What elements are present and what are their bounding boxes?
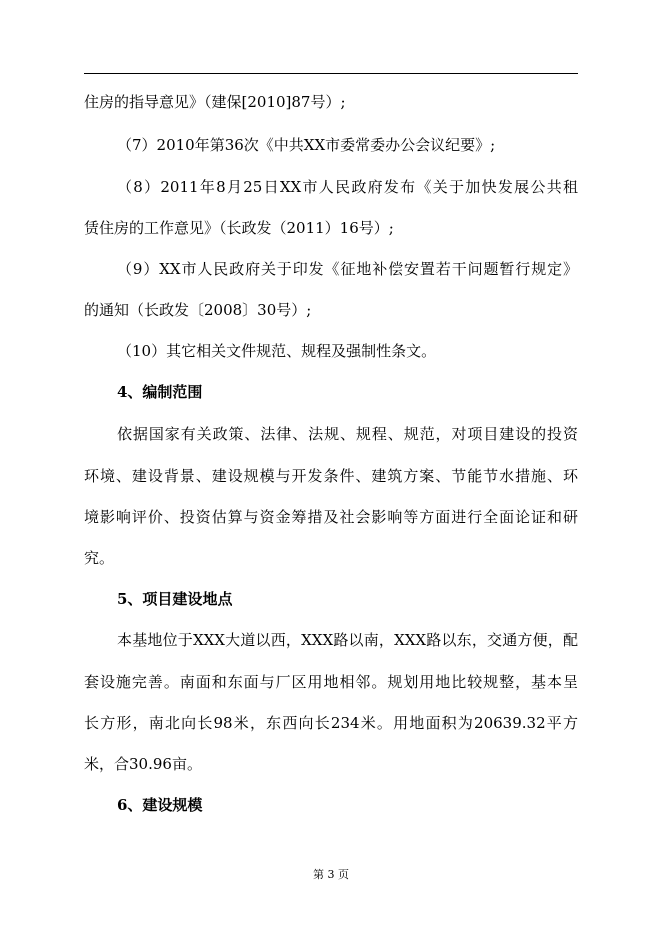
section-heading: 5、项目建设地点 [117, 590, 233, 608]
paragraph-line: 赁住房的工作意见》（长政发（2011）16号）; [84, 219, 394, 237]
paragraph-line: 长方形，南北向长98米，东西向长234米。用地面积为20639.32平方 [84, 714, 578, 732]
paragraph-line: （8）2011年8月25日XX市人民政府发布《关于加快发展公共租 [117, 178, 578, 196]
paragraph-line: （7）2010年第36次《中共XX市委常委办公会议纪要》; [117, 136, 496, 154]
header-rule [84, 73, 578, 74]
paragraph-line: 米，合30.96亩。 [84, 755, 202, 773]
paragraph-line: 究。 [84, 549, 115, 567]
paragraph-line: 套设施完善。南面和东面与厂区用地相邻。规划用地比较规整，基本呈 [84, 673, 578, 691]
section-heading: 6、建设规模 [117, 796, 203, 814]
paragraph-line: 的通知（长政发〔2008〕30号）; [84, 301, 312, 319]
paragraph-line: 依据国家有关政策、法律、法规、规程、规范，对项目建设的投资 [117, 425, 578, 443]
paragraph-line: （10）其它相关文件规范、规程及强制性条文。 [117, 342, 437, 360]
paragraph-line: 境影响评价、投资估算与资金筹措及社会影响等方面进行全面论证和研 [84, 508, 578, 526]
paragraph-line: 环境、建设背景、建设规模与开发条件、建筑方案、节能节水措施、环 [84, 467, 578, 485]
section-heading: 4、编制范围 [117, 383, 203, 401]
paragraph-line: （9）XX市人民政府关于印发《征地补偿安置若干问题暂行规定》 [117, 260, 578, 278]
paragraph-line: 本基地位于XXX大道以西，XXX路以南，XXX路以东，交通方便，配 [117, 631, 578, 649]
page-number: 第 3 页 [313, 868, 349, 881]
paragraph-line: 住房的指导意见》（建保[2010]87号）; [84, 93, 346, 111]
